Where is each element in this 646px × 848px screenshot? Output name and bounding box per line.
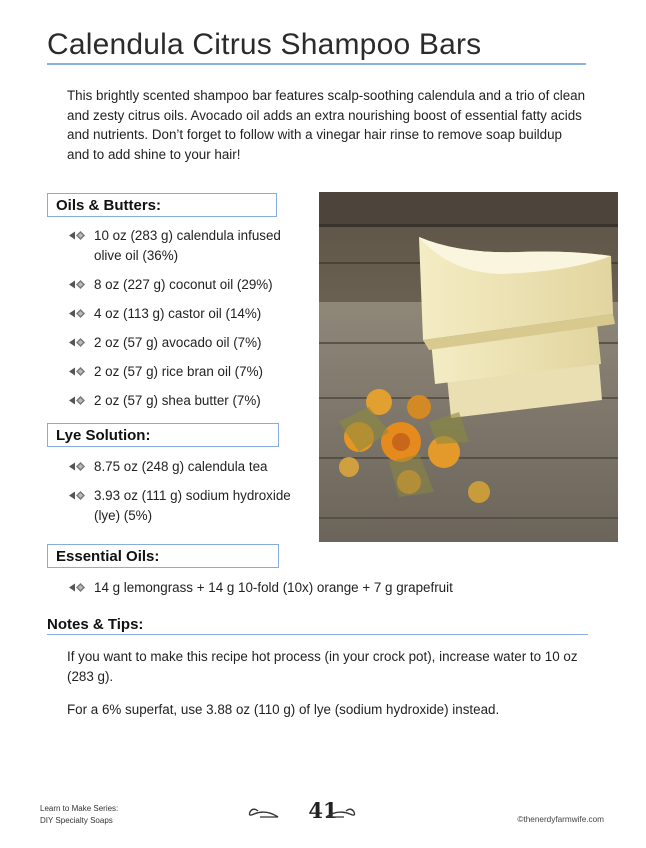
diamond-arrow-bullet-icon — [67, 489, 87, 502]
list-item-text: 2 oz (57 g) avocado oil (7%) — [94, 334, 262, 350]
diamond-arrow-bullet-icon — [67, 278, 87, 291]
diamond-arrow-bullet-icon — [67, 394, 87, 407]
diamond-arrow-bullet-icon — [67, 336, 87, 349]
oils-butters-heading: Oils & Butters: — [47, 193, 277, 217]
essential-oils-list — [67, 578, 597, 607]
notes-paragraph: For a 6% superfat, use 3.88 oz (110 g) of lye (sodium hydroxide) instead. — [67, 702, 500, 717]
diamond-arrow-bullet-icon — [67, 460, 87, 473]
footer-series-line1: Learn to Make Series: — [40, 804, 119, 813]
list-item-text: 14 g lemongrass + 14 g 10-fold (10x) orange + 7 g grapefruit — [94, 580, 453, 595]
lye-solution-list — [67, 457, 307, 535]
list-item — [67, 226, 307, 265]
swirl-flourish-icon — [324, 806, 358, 820]
oils-butters-list — [67, 226, 307, 420]
intro-paragraph: This brightly scented shampoo bar features scalp-soothing calendula and a trio of clean and zesty citrus oils. Avocado oil adds an extra nourishing boost of essential fatty acids and nutrients. Don’t forget to follow with a vinegar hair rinse to remove soap buildup and to add shine to your hair! — [67, 88, 586, 162]
page-title: Calendula Citrus Shampoo Bars — [47, 28, 482, 61]
page-number: 41 — [308, 798, 338, 823]
footer-website: ©thenerdyfarmwife.com — [517, 815, 604, 824]
list-item — [67, 457, 307, 477]
list-item — [67, 304, 307, 324]
list-item — [67, 391, 307, 411]
list-item — [67, 362, 307, 382]
list-item — [67, 578, 597, 598]
soap-bars-photo — [319, 192, 618, 542]
list-item-text: 2 oz (57 g) rice bran oil (7%) — [94, 363, 263, 379]
list-item-text: 8.75 oz (248 g) calendula tea — [94, 459, 268, 474]
diamond-arrow-bullet-icon — [67, 307, 87, 320]
title-underline — [47, 63, 586, 65]
notes-underline — [47, 634, 588, 635]
list-item-text: 4 oz (113 g) castor oil (14%) — [94, 305, 262, 321]
list-item-text: 2 oz (57 g) shea butter (7%) — [94, 392, 261, 408]
soap-photo-illustration — [319, 192, 618, 542]
list-item — [67, 333, 307, 353]
essential-oils-heading: Essential Oils: — [47, 544, 279, 568]
diamond-arrow-bullet-icon — [67, 229, 87, 242]
list-item-text: 8 oz (227 g) coconut oil (29%) — [94, 276, 273, 292]
diamond-arrow-bullet-icon — [67, 581, 87, 594]
diamond-arrow-bullet-icon — [67, 365, 87, 378]
list-item — [67, 486, 307, 525]
footer-series-line2: DIY Specialty Soaps — [40, 815, 113, 825]
lye-solution-heading: Lye Solution: — [47, 423, 279, 447]
list-item — [67, 275, 307, 295]
list-item-text: 10 oz (283 g) calendula infused olive oil (36%) — [94, 228, 281, 263]
notes-paragraph: If you want to make this recipe hot process (in your crock pot), increase water to 10 oz (283 g). — [67, 649, 578, 684]
list-item-text: 3.93 oz (111 g) sodium hydroxide (lye) (5%) — [94, 488, 291, 523]
notes-tips-heading: Notes & Tips: — [47, 616, 144, 633]
